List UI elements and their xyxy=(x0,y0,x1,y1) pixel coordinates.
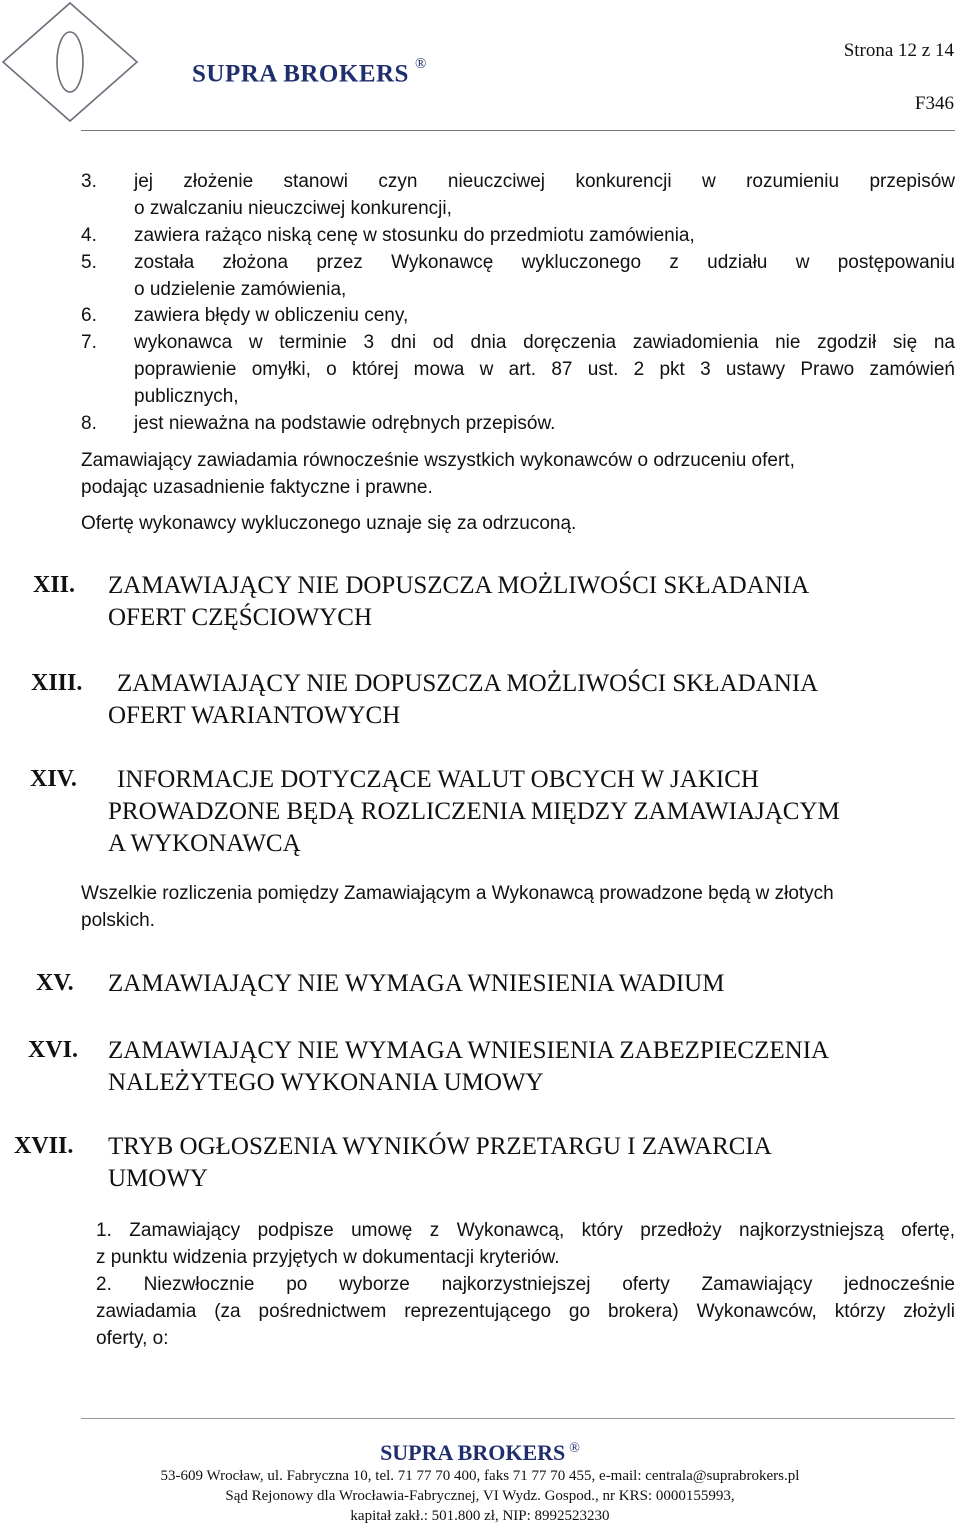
form-code: F346 xyxy=(914,93,954,114)
list-item-line: jest nieważna na podstawie odrębnych przepisów. xyxy=(134,413,556,434)
footer-divider xyxy=(81,1418,955,1419)
section-number: XIV. xyxy=(30,766,77,792)
paragraph-line: podając uzasadnienie faktyczne i prawne. xyxy=(81,477,433,498)
section-heading: ZAMAWIAJĄCY NIE DOPUSZCZA MOŻLIWOŚCI SKŁADANIA xyxy=(117,670,819,697)
section-heading: OFERT WARIANTOWYCH xyxy=(108,702,401,729)
footer-capital: kapitał zakł.: 501.800 zł, NIP: 8992523230 xyxy=(350,1508,610,1524)
list-item-line: o udzielenie zamówienia, xyxy=(134,279,347,300)
section-heading: OFERT CZĘŚCIOWYCH xyxy=(108,604,373,631)
section-heading: PROWADZONE BĘDĄ ROZLICZENIA MIĘDZY ZAMAWIAJĄCYM xyxy=(108,798,840,825)
list-item-line: zawiadamia (za pośrednictwem reprezentującego go brokera) Wykonawców, którzy złożyli xyxy=(96,1301,955,1322)
section-heading: ZAMAWIAJĄCY NIE WYMAGA WNIESIENIA WADIUM xyxy=(108,970,725,997)
list-item-number: 4. xyxy=(81,225,97,246)
section-number: XIII. xyxy=(31,670,83,696)
list-item-line: zawiera rażąco niską cenę w stosunku do przedmiotu zamówienia, xyxy=(134,225,695,246)
list-item-line: poprawienie omyłki, o której mowa w art. 87 ust. 2 pkt 3 ustawy Prawo zamówień xyxy=(134,359,955,380)
page-number: Strona 12 z 14 xyxy=(843,40,954,61)
section-number: XVII. xyxy=(14,1133,74,1159)
header-brand: SUPRA BROKERS ® xyxy=(192,56,427,88)
section-heading: INFORMACJE DOTYCZĄCE WALUT OBCYCH W JAKICH xyxy=(117,766,759,793)
section-heading: A WYKONAWCĄ xyxy=(108,830,301,857)
footer-brand: SUPRA BROKERS ® xyxy=(380,1440,580,1465)
section-heading: ZAMAWIAJĄCY NIE DOPUSZCZA MOŻLIWOŚCI SKŁADANIA xyxy=(108,572,810,599)
section-text: polskich. xyxy=(81,910,155,931)
company-logo xyxy=(0,0,150,125)
list-item-line: została złożona przez Wykonawcę wykluczonego z udziału w postępowaniu xyxy=(134,252,955,273)
list-item-line: zawiera błędy w obliczeniu ceny, xyxy=(134,305,409,326)
section-heading: ZAMAWIAJĄCY NIE WYMAGA WNIESIENIA ZABEZPIECZENIA xyxy=(108,1037,830,1064)
section-number: XVI. xyxy=(28,1037,79,1063)
paragraph-line: Ofertę wykonawcy wykluczonego uznaje się za odrzuconą. xyxy=(81,513,577,534)
section-text: Wszelkie rozliczenia pomiędzy Zamawiającym a Wykonawcą prowadzone będą w złotych xyxy=(81,883,834,904)
list-item-line: 2. Niezwłocznie po wyborze najkorzystniejszej oferty Zamawiający jednocześnie xyxy=(96,1274,955,1295)
header-divider xyxy=(81,130,955,131)
list-item-number: 7. xyxy=(81,332,97,353)
section-heading: TRYB OGŁOSZENIA WYNIKÓW PRZETARGU I ZAWARCIA xyxy=(108,1133,772,1160)
list-item-number: 6. xyxy=(81,305,97,326)
list-item-line: wykonawca w terminie 3 dni od dnia doręczenia zawiadomienia nie zgodził się na xyxy=(134,332,955,353)
footer-court: Sąd Rejonowy dla Wrocławia-Fabrycznej, VI Wydz. Gospod., nr KRS: 0000155993, xyxy=(225,1488,735,1504)
list-item-line: 1. Zamawiający podpisze umowę z Wykonawcą, który przedłoży najkorzystniejszą ofertę, xyxy=(96,1220,955,1241)
list-item-number: 5. xyxy=(81,252,97,273)
section-heading: NALEŻYTEGO WYKONANIA UMOWY xyxy=(108,1069,544,1096)
list-item-number: 3. xyxy=(81,171,97,192)
section-number: XV. xyxy=(36,970,74,996)
list-item-line: publicznych, xyxy=(134,386,239,407)
list-item-line: jej złożenie stanowi czyn nieuczciwej konkurencji w rozumieniu przepisów xyxy=(134,171,955,192)
list-item-line: o zwalczaniu nieuczciwej konkurencji, xyxy=(134,198,452,219)
list-item-line: z punktu widzenia przyjętych w dokumentacji kryteriów. xyxy=(96,1247,560,1268)
footer-address: 53-609 Wrocław, ul. Fabryczna 10, tel. 71 77 70 400, faks 71 77 70 455, e-mail: centrala@suprabrokers.pl xyxy=(160,1468,800,1484)
section-heading: UMOWY xyxy=(108,1165,208,1192)
list-item-number: 8. xyxy=(81,413,97,434)
paragraph-line: Zamawiający zawiadamia równocześnie wszystkich wykonawców o odrzuceniu ofert, xyxy=(81,450,795,471)
list-item-line: oferty, o: xyxy=(96,1328,169,1349)
section-number: XII. xyxy=(33,572,76,598)
